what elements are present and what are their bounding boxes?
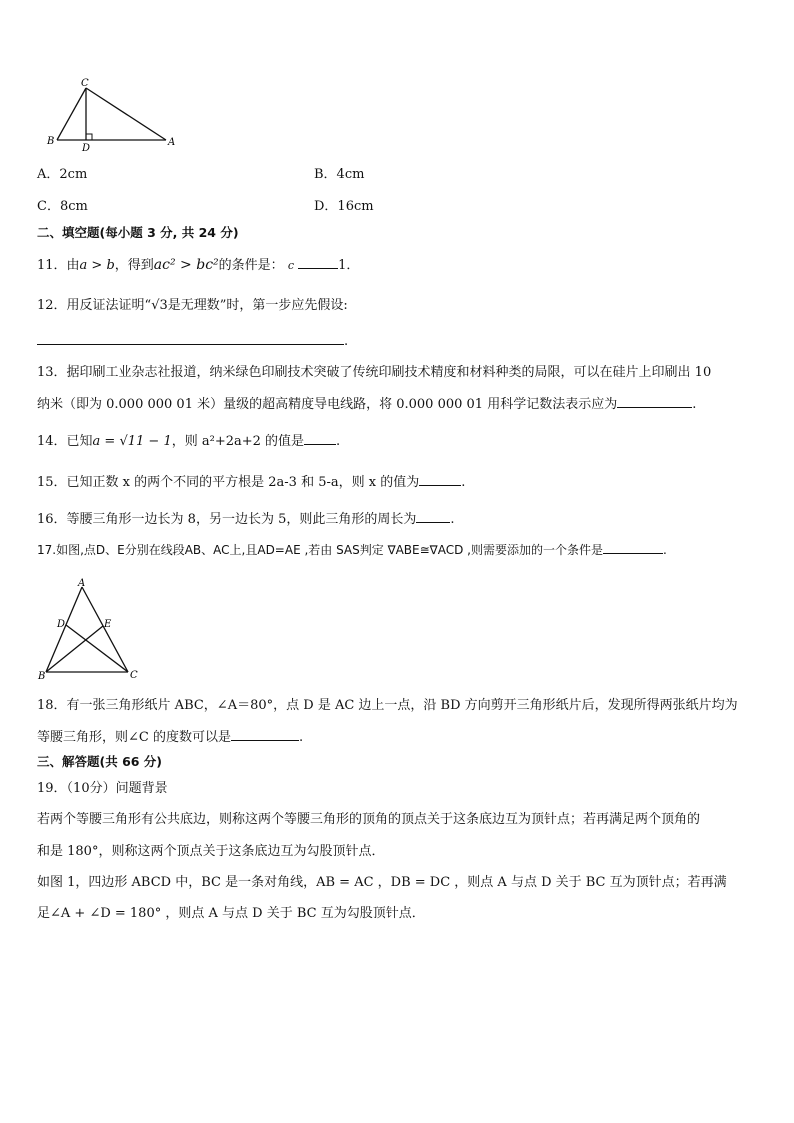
answer-blank-13[interactable] [617, 395, 692, 408]
section-2-title: 二、填空题(每小题 3 分, 共 24 分) [37, 225, 239, 240]
answer-blank-17[interactable] [603, 541, 663, 554]
question-12: 12．用反证法证明“√3是无理数”时，第一步应先假设: [37, 298, 348, 313]
question-15: 15．已知正数 x 的两个不同的平方根是 2a-3 和 5-a，则 x 的值为 . [37, 475, 466, 490]
question-13-line-1: 13．据印刷工业杂志社报道，纳米绿色印刷技术突破了传统印刷技术精度和材料种类的局限，可以在硅片上印刷出 10 [37, 365, 712, 380]
figure2-label-b: B [38, 671, 46, 682]
section-3-title: 三、解答题(共 66 分) [37, 754, 163, 769]
question-12-answer-line: . [37, 332, 348, 351]
figure1-label-a: A [168, 137, 176, 148]
answer-blank-11[interactable] [298, 256, 338, 269]
figure2-label-d: D [57, 619, 66, 630]
question-19-paragraph-1: 若两个等腰三角形有公共底边，则称这两个等腰三角形的顶角的顶点关于这条底边互为顶针点；若再满足两个顶角的 [37, 812, 701, 827]
question-19-paragraph-3: 如图 1，四边形 ABCD 中，BC 是一条对角线，AB = AC ，DB = DC ，则点 A 与点 D 关于 BC 互为顶针点；若再满 [37, 875, 727, 890]
answer-blank-18[interactable] [231, 728, 299, 741]
answer-blank-15[interactable] [419, 473, 461, 486]
question-18-line-2: 等腰三角形，则∠C 的度数可以是 . [37, 730, 304, 745]
figure1-label-b: B [47, 136, 55, 147]
figure2-label-a: A [78, 578, 86, 589]
choice-b: B．4cm [314, 167, 365, 182]
question-17: 17.如图,点D、E分别在线段AB、AC上,且AD=AE ,若由 SAS判定 ∇ABE≅∇ACD ,则需要添加的一个条件是 . [37, 543, 667, 557]
question-19-head: 19．（10分）问题背景 [37, 781, 168, 796]
choice-d: D．16cm [314, 199, 374, 214]
question-16: 16．等腰三角形一边长为 8，另一边长为 5，则此三角形的周长为 . [37, 512, 455, 527]
figure2-label-c: C [130, 670, 138, 681]
answer-blank-16[interactable] [416, 510, 450, 523]
figure1-label-d: D [82, 143, 91, 152]
answer-blank-14[interactable] [304, 432, 336, 445]
question-18-line-1: 18．有一张三角形纸片 ABC，∠A＝80°，点 D 是 AC 边上一点，沿 BD 方向剪开三角形纸片后，发现所得两张纸片均为 [37, 698, 738, 713]
figure1-label-c: C [81, 78, 89, 89]
triangle-altitude-figure [44, 76, 184, 152]
question-11: 11．由a > b，得到ac² > bc²的条件是： c 1． [37, 257, 360, 273]
question-19-paragraph-2: 和是 180°，则称这两个顶点关于这条底边互为勾股顶针点． [37, 844, 385, 859]
question-14: 14．已知a = √11 − 1，则 a²+2a+2 的值是 . [37, 434, 341, 449]
question-13-line-2: 纳米（即为 0.000 000 01 米）量级的超高精度导电线路，将 0.000 000 01 用科学记数法表示应为 . [37, 397, 697, 412]
answer-blank-12[interactable] [37, 332, 344, 345]
figure2-label-e: E [104, 619, 112, 630]
question-19-paragraph-4: 足∠A + ∠D = 180° ，则点 A 与点 D 关于 BC 互为勾股顶针点． [37, 906, 425, 921]
choice-a: A．2cm [37, 167, 88, 182]
triangle-cross-figure [36, 577, 146, 683]
choice-c: C．8cm [37, 199, 88, 214]
